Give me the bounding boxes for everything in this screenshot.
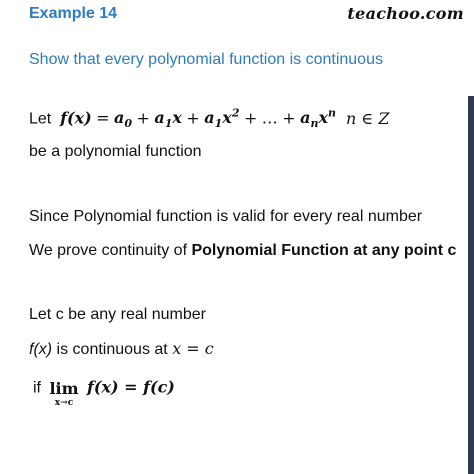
right-accent-bar <box>468 96 474 474</box>
plus-sign: + <box>282 108 296 128</box>
subtitle: Show that every polynomial function is continuous <box>29 51 383 68</box>
prove-prefix: We prove continuity of <box>29 242 192 259</box>
term-a0: $a_0$ <box>114 108 133 131</box>
plus-sign: + <box>136 108 150 128</box>
term-anxn: $a_nx^n$ <box>300 107 337 131</box>
let-word: Let <box>29 110 52 128</box>
example-title: Example 14 <box>29 5 118 22</box>
let-c-statement: Let c be any real number <box>29 306 206 323</box>
continuity-condition <box>29 339 214 359</box>
limit-expression: f(x) = f(c) <box>87 377 175 397</box>
if-word: if <box>33 379 41 397</box>
domain-note: n ∈ Z <box>346 109 390 128</box>
x-equals-c: x = c <box>172 339 214 358</box>
valid-statement: Since Polynomial function is valid for every real number <box>29 208 423 225</box>
prove-bold: Polynomial Function at any point c <box>191 242 457 259</box>
polynomial-definition-line <box>29 107 336 131</box>
limit-condition <box>33 375 175 408</box>
polynomial-statement: be a polynomial function <box>29 143 202 160</box>
continuity-mid: is continuous at <box>52 341 173 358</box>
ellipsis: … <box>261 108 278 128</box>
plus-sign: + <box>186 108 200 128</box>
prove-statement <box>29 242 456 260</box>
fx-text: f(x) <box>29 341 53 358</box>
brand-logo: teachoo.com <box>347 4 464 23</box>
function-lhs: f(x) <box>60 108 92 128</box>
term-a1x: $a_1x$ <box>154 108 182 131</box>
plus-sign: + <box>243 108 258 128</box>
equals-sign: = <box>96 108 110 128</box>
limit-operator: lim x→c <box>49 379 79 408</box>
term-a1x2: $a_1x^2$ <box>204 107 240 131</box>
